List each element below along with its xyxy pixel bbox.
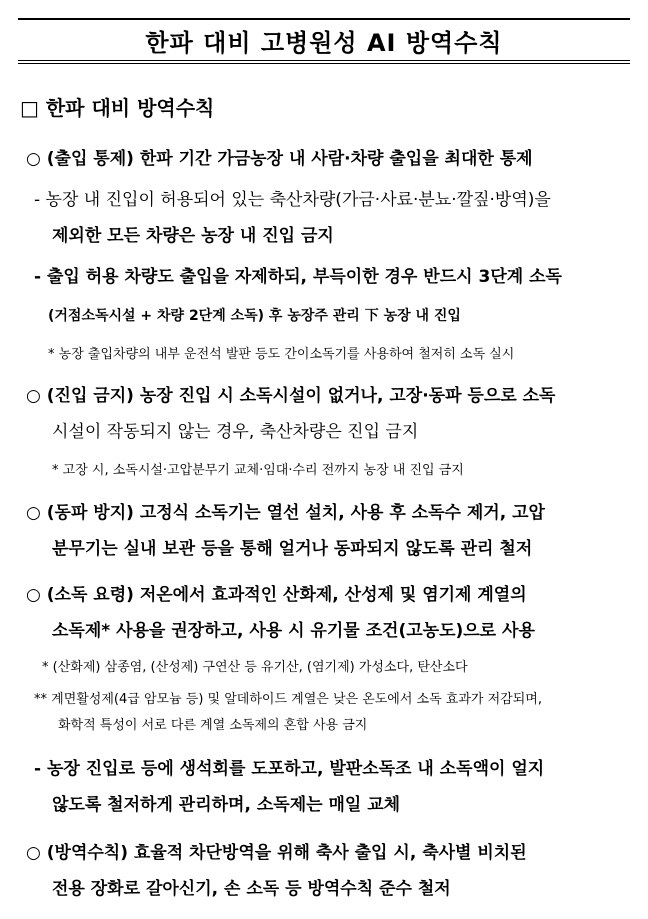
p4-line1: ○ (진입 금지) 농장 진입 시 소독시설이 없거나, 고장·동파 등으로 소독 [26, 386, 556, 406]
document-title: 한파 대비 고병원성 AI 방역수칙 [145, 28, 503, 57]
p8-line1: ○ (방역수칙) 효율적 차단방역을 위해 축사 출입 시, 축사별 비치된 [26, 843, 527, 863]
p6-line1: ○ (소독 요령) 저온에서 효과적인 산화제, 산성제 및 염기제 계열의 [26, 585, 527, 605]
p3-line2: (거점소독시설 + 차량 2단계 소독) 후 농장주 관리 下 농장 내 진입 [48, 308, 461, 324]
note-2: * 고장 시, 소독시설·고압분무기 교체·임대·수리 전까지 농장 내 진입 금지 [52, 463, 464, 478]
p7-line1: - 농장 진입로 등에 생석회를 도포하고, 발판소독조 내 소독액이 얼지 [34, 759, 545, 779]
p8-line2: 전용 장화로 갈아신기, 손 소독 등 방역수칙 준수 철저 [52, 879, 451, 899]
p4-line2: 시설이 작동되지 않는 경우, 축산차량은 진입 금지 [52, 422, 419, 442]
note-4-line1: ** 계면활성제(4급 암모늄 등) 및 알데하이드 계열은 낮은 온도에서 소독 효과가 저감되며, [34, 692, 542, 707]
p5-line2: 분무기는 실내 보관 등을 통해 얼거나 동파되지 않도록 관리 철저 [52, 539, 533, 559]
title-box [18, 18, 630, 64]
p5-line1: ○ (동파 방지) 고정식 소독기는 열선 설치, 사용 후 소독수 제거, 고압 [26, 503, 545, 523]
section-heading: □ 한파 대비 방역수칙 [20, 96, 215, 120]
p2-line1: - 농장 내 진입이 허용되어 있는 축산차량(가금·사료·분뇨·깔짚·방역)을 [34, 190, 551, 210]
note-1: * 농장 출입차량의 내부 운전석 발판 등도 간이소독기를 사용하여 철저히 소독 실시 [48, 347, 515, 362]
p1-line1: ○ (출입 통제) 한파 기간 가금농장 내 사람·차량 출입을 최대한 통제 [26, 149, 533, 169]
note-3: * (산화제) 삼종염, (산성제) 구연산 등 유기산, (염기제) 가성소다, 탄산소다 [42, 660, 468, 675]
note-4-line2: 화학적 특성이 서로 다른 계열 소독제의 혼합 사용 금지 [58, 718, 368, 733]
p7-line2: 않도록 철저하게 관리하며, 소독제는 매일 교체 [52, 795, 401, 815]
p6-line2: 소독제* 사용을 권장하고, 사용 시 유기물 조건(고농도)으로 사용 [52, 621, 535, 641]
p3-line1: - 출입 허용 차량도 출입을 자제하되, 부득이한 경우 반드시 3단계 소독 [34, 267, 562, 287]
p2-line2: 제외한 모든 차량은 농장 내 진입 금지 [52, 226, 334, 246]
